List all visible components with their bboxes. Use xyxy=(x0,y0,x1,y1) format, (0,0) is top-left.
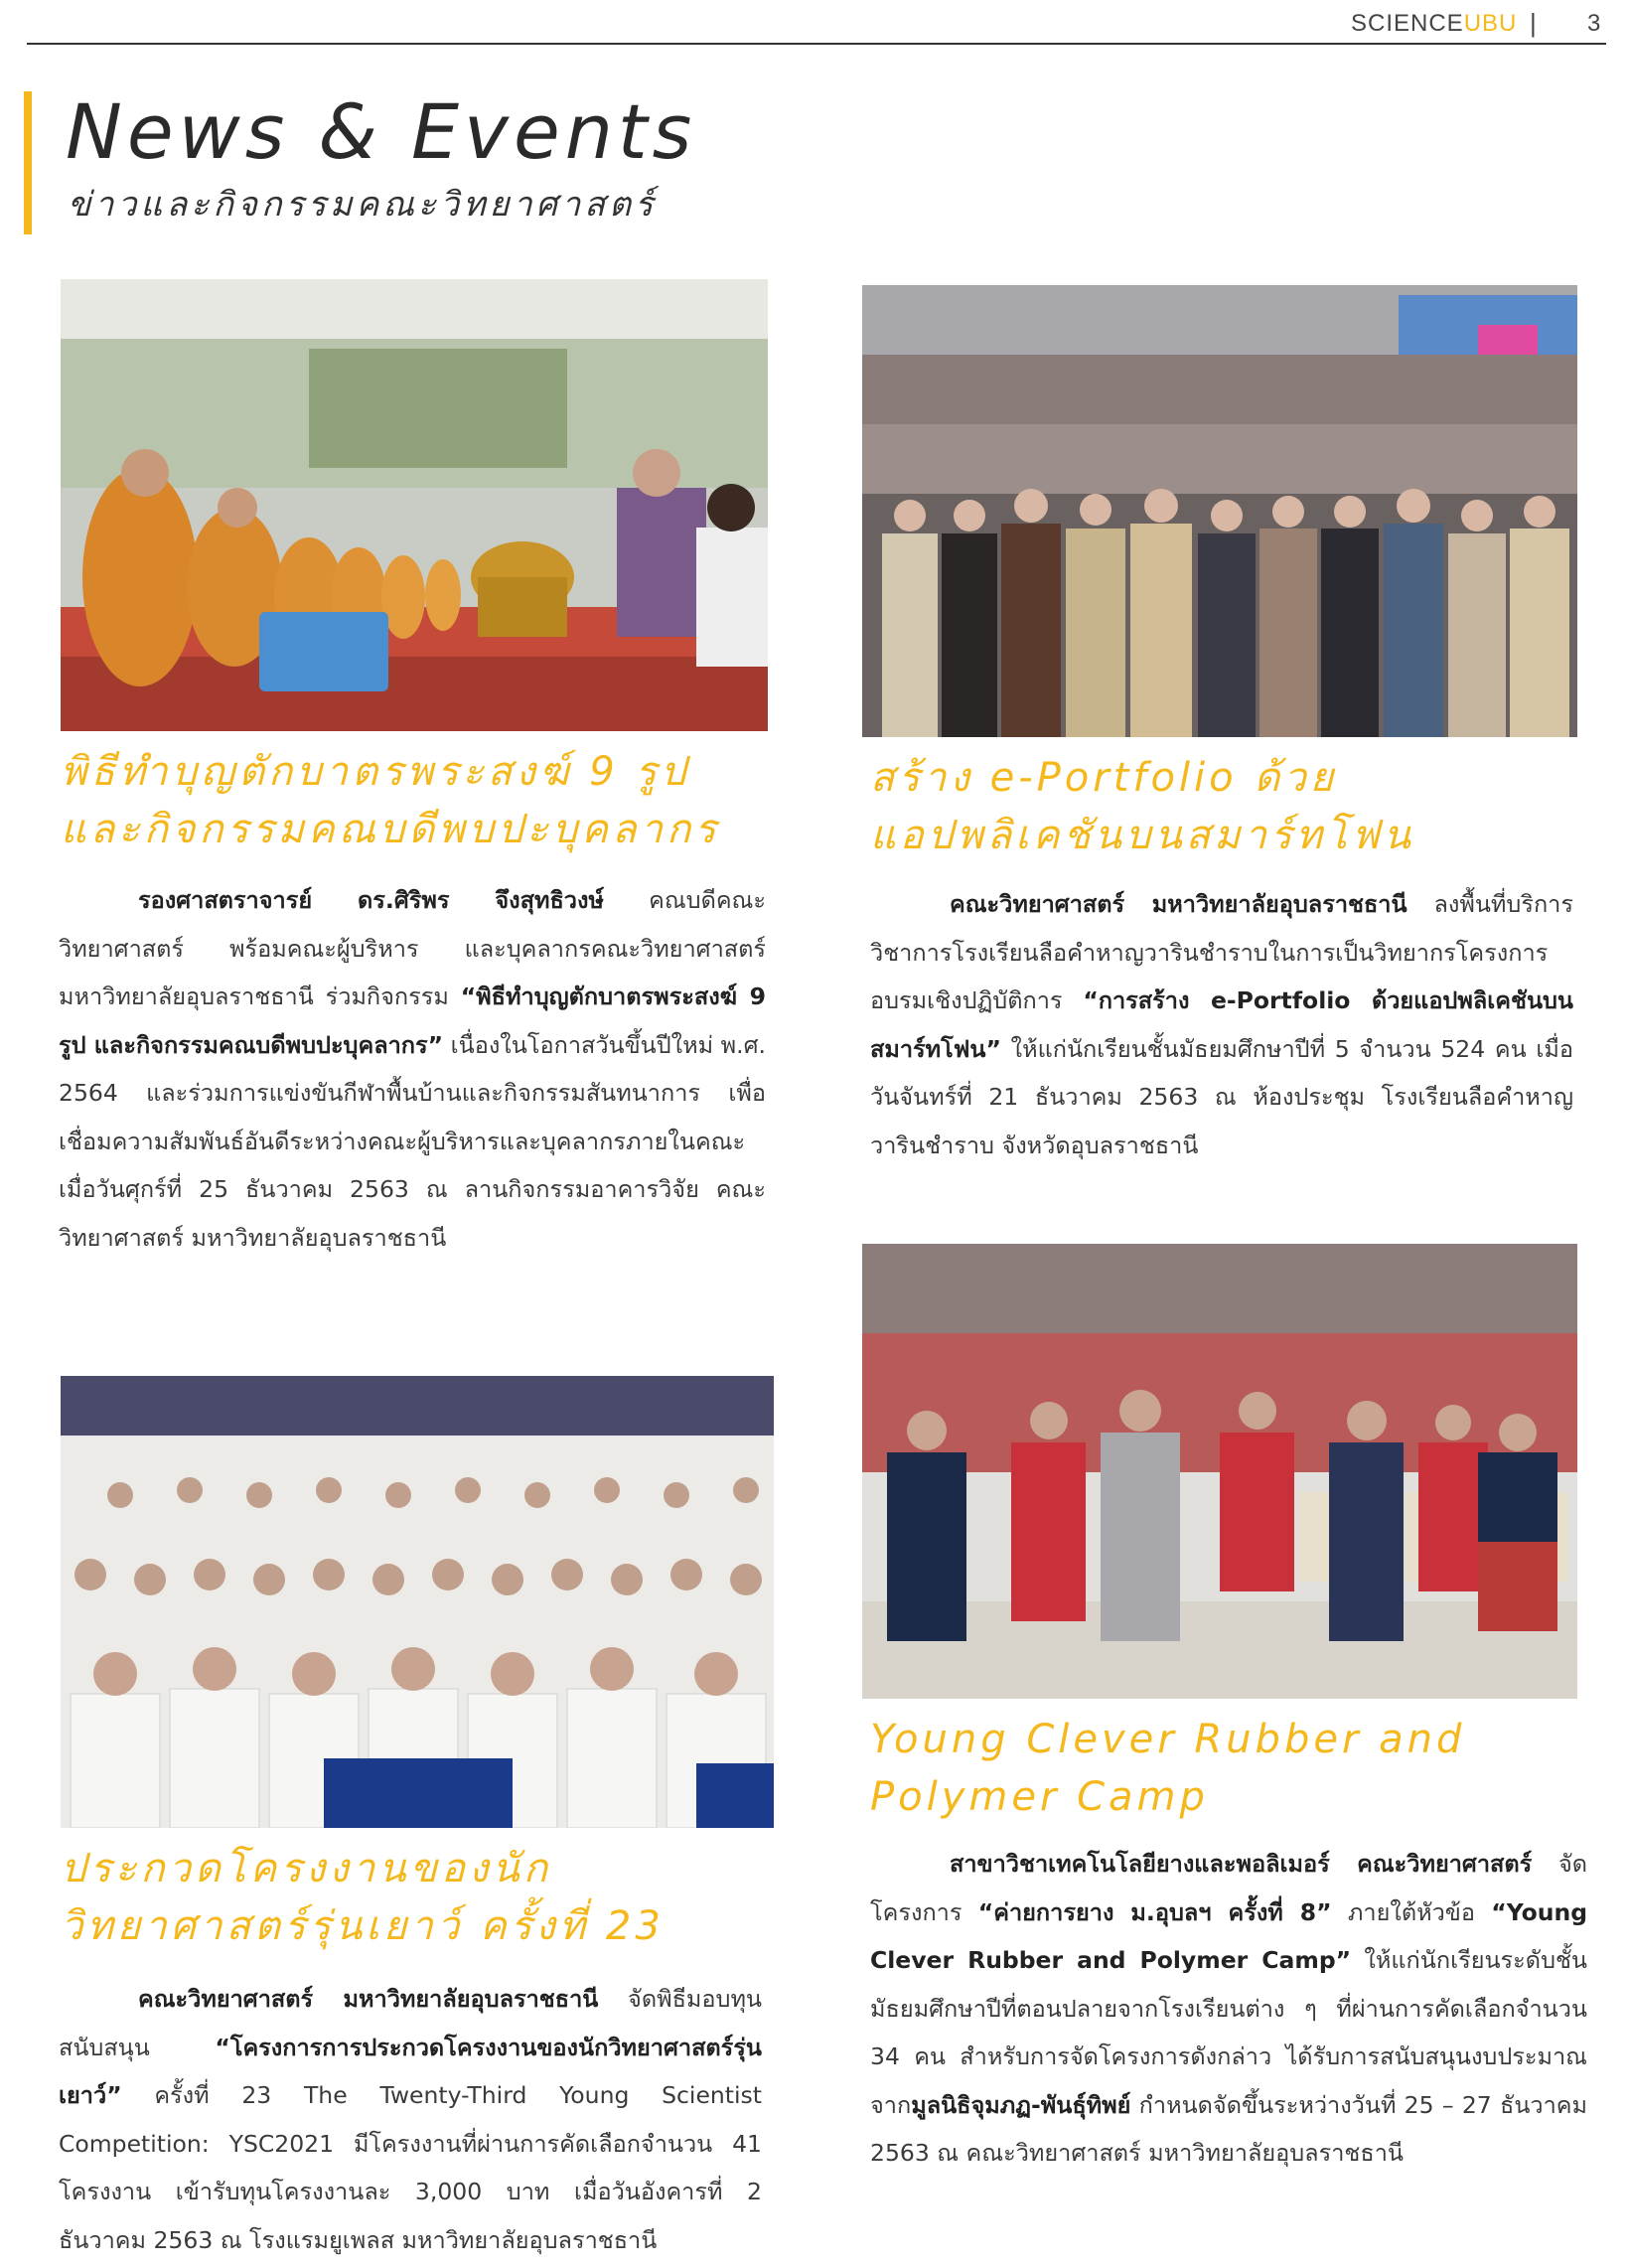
headline-rubber-camp: Young Clever Rubber and Polymer Camp xyxy=(870,1717,1466,1820)
photo-rubber-camp-group xyxy=(862,1244,1577,1699)
body-text: เนื่องในโอกาสวันขึ้นปีใหม่ พ.ศ. 2564 และร่วมการแข่งขันกีฬาพื้นบ้านและกิจกรรมสันทนาการ เพื่อเชื่อมความสัมพันธ์อันดีระหว่างคณะผู้บริหารและบุคลากรภายในคณะ เมื่อวันศุกร์ที่ 25 ธันวาคม 2563 ณ ลานกิจกรรมอาคารวิจัย คณะวิทยาศาสตร์ มหาวิทยาลัยอุบลราชธานี xyxy=(59,1030,766,1252)
body-merit-ceremony xyxy=(59,876,766,1262)
photo-young-scientist-students xyxy=(61,1376,774,1828)
body-e-portfolio xyxy=(870,880,1573,1169)
body-text: ครั้งที่ 23 The Twenty-Third Young Scientist Competition: YSC2021 มีโครงงานที่ผ่านการคัดเลือกจำนวน 41 โครงงาน เข้ารับทุนโครงงานละ 3,000 บาท เมื่อวันอังคารที่ 2 ธันวาคม 2563 ณ โรงแรมยูเพลส มหาวิทยาลัยอุบลราชธานี xyxy=(59,2081,762,2254)
body-lead: คณะวิทยาศาสตร์ มหาวิทยาลัยอุบลราชธานี xyxy=(950,890,1407,918)
title-accent-bar xyxy=(24,91,32,234)
body-text: กำหนดจัดขึ้นระหว่างวันที่ 25 – 27 ธันวาคม 2563 ณ คณะวิทยาศาสตร์ มหาวิทยาลัยอุบลราชธานี xyxy=(870,2090,1587,2167)
header-rule xyxy=(27,43,1606,45)
body-bold: “การสร้าง e-Portfolio ด้วยแอปพลิเคชันบนสมาร์ทโฟน” xyxy=(870,986,1573,1063)
brand-ubu: UBU xyxy=(1463,10,1518,37)
header-separator: | xyxy=(1530,8,1537,38)
body-lead: รองศาสตราจารย์ ดร.ศิริพร จึงสุทธิวงษ์ xyxy=(138,886,604,914)
body-bold: “Young Clever Rubber and Polymer Camp” xyxy=(870,1897,1588,1974)
body-rubber-camp xyxy=(870,1840,1587,2178)
body-lead: คณะวิทยาศาสตร์ มหาวิทยาลัยอุบลราชธานี xyxy=(138,1985,599,2013)
magazine-brand xyxy=(1351,10,1517,38)
headline-young-scientist: ประกวดโครงงานของนักวิทยาศาสตร์รุ่นเยาว์ ครั้งที่ 23 xyxy=(61,1846,665,1949)
headline-merit-ceremony: พิธีทำบุญตักบาตรพระสงฆ์ 9 รูปและกิจกรรมคณบดีพบปะบุคลากร xyxy=(61,749,720,852)
page-subtitle: ข่าวและกิจกรรมคณะวิทยาศาสตร์ xyxy=(68,185,658,225)
body-text: ให้แก่นักเรียนชั้นมัธยมศึกษาปีที่ 5 จำนวน 524 คน เมื่อวันจันทร์ที่ 21 ธันวาคม 2563 ณ ห้องประชุม โรงเรียนลือคำหาญ วารินชำราบ จังหวัดอุบลราชธานี xyxy=(870,1034,1573,1159)
body-text: คณบดีคณะวิทยาศาสตร์ พร้อมคณะผู้บริหาร และบุคลากรคณะวิทยาศาสตร์ มหาวิทยาลัยอุบลราชธานี ร่วมกิจกรรม xyxy=(59,886,766,1010)
body-young-scientist xyxy=(59,1975,762,2264)
body-text: ภายใต้หัวข้อ xyxy=(1331,1897,1492,1926)
body-text: ลงพื้นที่บริการวิชาการโรงเรียนลือคำหาญวารินชำราบในการเป็นวิทยากรโครงการอบรมเชิงปฏิบัติการ xyxy=(870,890,1573,1014)
page-title: News & Events xyxy=(66,87,697,176)
headline-e-portfolio: สร้าง e-Portfolio ด้วยแอปพลิเคชันบนสมาร์ทโฟน xyxy=(870,755,1414,858)
body-bold: “โครงการการประกวดโครงงานของนักวิทยาศาสตร์รุ่นเยาว์” xyxy=(59,2033,762,2109)
body-bold: “พิธีทำบุญตักบาตรพระสงฆ์ 9 รูป และกิจกรรมคณบดีพบปะบุคลากร” xyxy=(59,983,767,1059)
photo-merit-ceremony-monks xyxy=(61,279,768,731)
brand-science: SCIENCE xyxy=(1351,10,1464,37)
body-text: จัดโครงการ xyxy=(870,1850,1587,1926)
body-text: จัดพิธีมอบทุนสนับสนุน xyxy=(59,1985,762,2061)
body-text: ให้แก่นักเรียนระดับชั้นมัธยมศึกษาปีที่ตอนปลายจากโรงเรียนต่าง ๆ ที่ผ่านการคัดเลือกจำนวน 34 คน สำหรับการจัดโครงการดังกล่าว ได้รับการสนับสนุนงบประมาณจาก xyxy=(870,1946,1587,2119)
photo-e-portfolio-group xyxy=(862,285,1577,737)
body-bold: มูลนิธิจุมภฏ-พันธุ์ทิพย์ xyxy=(911,2090,1131,2119)
body-bold: “ค่ายการยาง ม.อุบลฯ ครั้งที่ 8” xyxy=(977,1897,1332,1926)
page-number: 3 xyxy=(1587,10,1601,37)
body-lead: สาขาวิชาเทคโนโลยียางและพอลิเมอร์ คณะวิทยาศาสตร์ xyxy=(950,1850,1533,1878)
